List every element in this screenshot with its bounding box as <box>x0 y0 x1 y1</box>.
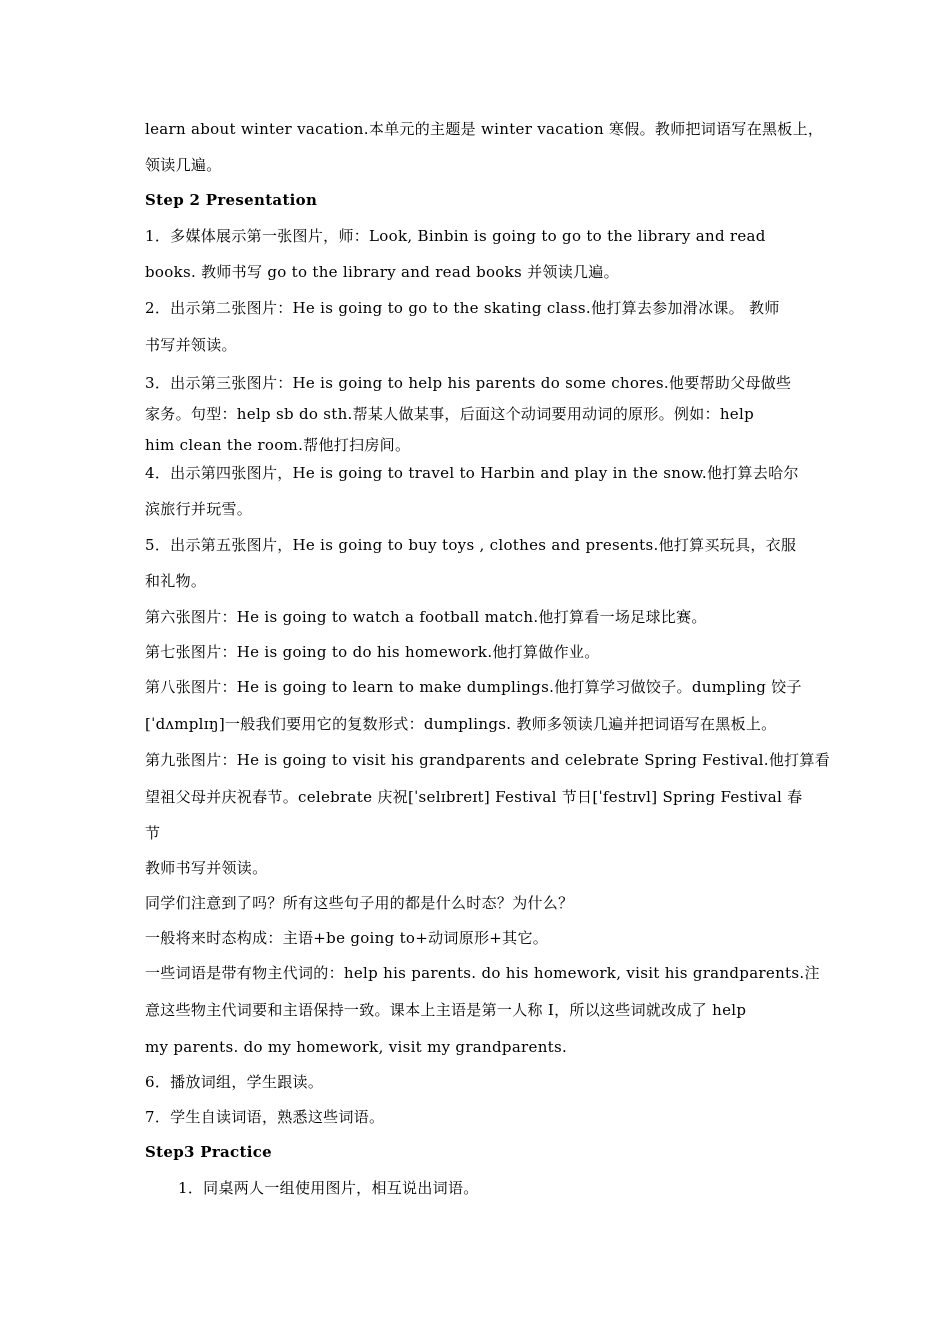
text-line: [ˈdʌmplɪŋ]一般我们要用它的复数形式：dumplings. 教师多领读几遍并把词语写在黑板上。 <box>145 715 777 733</box>
text-line: 教师书写并领读。 <box>145 859 268 877</box>
text-line: 一些词语是带有物主代词的：help his parents. do his homework, visit his grandparents.注 <box>145 964 820 982</box>
text-line: my parents. do my homework, visit my grandparents. <box>145 1038 568 1056</box>
text-line: learn about winter vacation.本单元的主题是 winter vacation 寒假。教师把词语写在黑板上， <box>145 120 824 138</box>
text-line: 意这些物主代词要和主语保持一致。课本上主语是第一人称 I，所以这些词就改成了 help <box>145 1001 747 1019</box>
text-line: 望祖父母并庆祝春节。celebrate 庆祝[ˈselɪbreɪt] Festival 节日[ˈfestɪvl] Spring Festival 春 <box>145 788 803 806</box>
text-line: 7．学生自读词语，熟悉这些词语。 <box>145 1108 385 1126</box>
text-line: 6．播放词组，学生跟读。 <box>145 1073 324 1091</box>
text-line: 3．出示第三张图片：He is going to help his parents do some chores.他要帮助父母做些 <box>145 374 792 392</box>
text-line: 4．出示第四张图片，He is going to travel to Harbin and play in the snow.他打算去哈尔 <box>145 464 799 482</box>
text-line: 第九张图片：He is going to visit his grandparents and celebrate Spring Festival.他打算看 <box>145 751 831 769</box>
text-line: 2．出示第二张图片：He is going to go to the skating class.他打算去参加滑冰课。 教师 <box>145 299 780 317</box>
section-heading: Step 2 Presentation <box>145 191 318 209</box>
section-heading: Step3 Practice <box>145 1143 272 1161</box>
text-line: 家务。句型：help sb do sth.帮某人做某事，后面这个动词要用动词的原形。例如：help <box>145 405 754 423</box>
text-line: 节 <box>145 824 161 842</box>
text-line: 和礼物。 <box>145 572 207 590</box>
text-line: 第七张图片：He is going to do his homework.他打算做作业。 <box>145 643 600 661</box>
text-line: 1．多媒体展示第一张图片，师：Look, Binbin is going to go to the library and read <box>145 227 766 245</box>
text-line: 5．出示第五张图片，He is going to buy toys , clothes and presents.他打算买玩具，衣服 <box>145 536 797 554</box>
text-line: 同学们注意到了吗？所有这些句子用的都是什么时态？为什么？ <box>145 894 574 912</box>
text-line: 滨旅行并玩雪。 <box>145 500 253 518</box>
text-line: 1．同桌两人一组使用图片，相互说出词语。 <box>178 1179 479 1197</box>
text-line: books. 教师书写 go to the library and read books 并领读几遍。 <box>145 263 619 281</box>
text-line: 第六张图片：He is going to watch a football match.他打算看一场足球比赛。 <box>145 608 707 626</box>
text-line: 领读几遍。 <box>145 156 222 174</box>
text-line: 第八张图片：He is going to learn to make dumplings.他打算学习做饺子。dumpling 饺子 <box>145 678 802 696</box>
text-line: 一般将来时态构成：主语+be going to+动词原形+其它。 <box>145 929 549 947</box>
text-line: 书写并领读。 <box>145 336 237 354</box>
text-line: him clean the room.帮他打扫房间。 <box>145 436 411 454</box>
